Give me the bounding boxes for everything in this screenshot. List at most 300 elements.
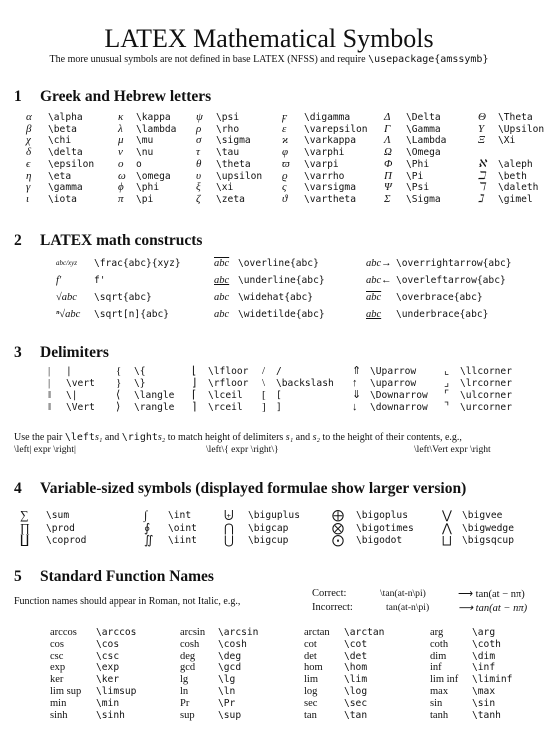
functions.rows-symbol: cosh xyxy=(180,638,200,650)
greek-symbol: μ xyxy=(118,134,124,147)
constructs-command: \overline{abc} xyxy=(238,258,319,269)
variable-command: \prod xyxy=(46,522,75,534)
functions.rows-command: \exp xyxy=(96,662,120,674)
greek-symbol: χ xyxy=(26,134,31,147)
greek-symbol: Π xyxy=(384,169,392,182)
greek-command: \Omega xyxy=(406,147,441,159)
section-heading-delimiters xyxy=(14,344,109,362)
functions.rows-symbol: sinh xyxy=(50,709,68,721)
section-title: Variable-sized symbols (displayed formulae show larger version) xyxy=(40,480,467,497)
variable-symbol: ⋃ xyxy=(224,533,234,547)
note-text: to the height of their contents, e.g., xyxy=(320,432,462,443)
greek-symbol: Ω xyxy=(384,146,392,159)
greek-symbol: ρ xyxy=(196,122,202,135)
greek-symbol: Δ xyxy=(384,111,391,123)
greek-symbol: ϖ xyxy=(282,157,290,170)
delimiters-command: \| xyxy=(66,390,78,401)
functions.rows-command: \coth xyxy=(472,638,501,650)
functions.rows-command: \ker xyxy=(96,674,120,686)
correct-code: \tan(at-n\pi) xyxy=(380,588,426,599)
greek-command: \theta xyxy=(216,158,251,170)
delimiters-symbol: ⌉ xyxy=(192,401,197,413)
variable-command: \bigoplus xyxy=(356,510,408,521)
delimiters-symbol: ⌈ xyxy=(192,389,197,401)
greek-symbol: ξ xyxy=(196,181,201,194)
greek-symbol: ϱ xyxy=(282,169,288,182)
greek-symbol: ϰ xyxy=(282,134,289,147)
functions.rows-command: \Pr xyxy=(218,697,236,709)
functions.rows-command: \hom xyxy=(344,662,368,674)
greek-command: \daleth xyxy=(498,182,539,194)
functions.rows-command: \inf xyxy=(472,662,496,674)
section-number: 3 xyxy=(14,344,22,361)
functions.rows-symbol: cot xyxy=(304,638,317,650)
delimiters-symbol: ‖ xyxy=(48,401,52,413)
section-title: Delimiters xyxy=(40,344,109,361)
functions.rows-command: \tan xyxy=(344,709,368,721)
functions.rows-symbol: tan xyxy=(304,709,317,721)
functions.rows-symbol: csc xyxy=(50,650,64,662)
variable-symbol: ∏ xyxy=(20,520,30,535)
delimiters-command: \lrcorner xyxy=(460,378,512,389)
greek-symbol: α xyxy=(26,111,32,123)
page-subtitle xyxy=(0,54,538,65)
constructs-symbol: abc/xyz xyxy=(56,259,77,267)
greek-command: \psi xyxy=(216,112,240,123)
greek-symbol: Φ xyxy=(384,157,393,170)
functions.rows-command: \arctan xyxy=(344,627,385,638)
greek-symbol: ℸ xyxy=(478,181,486,194)
functions.rows-symbol: max xyxy=(430,686,449,697)
variable-symbol: ∑ xyxy=(20,508,29,522)
variable-symbol: ∫ xyxy=(144,508,148,522)
delimiters-symbol: | xyxy=(48,377,51,389)
delimiters-command: \urcorner xyxy=(460,402,512,413)
functions.rows-command: \sup xyxy=(218,709,242,721)
constructs-table xyxy=(14,258,534,326)
variable-symbol: ∮ xyxy=(144,520,151,535)
variable-symbol: ⋁ xyxy=(442,508,452,522)
greek-command: \alpha xyxy=(48,112,83,123)
delimiters-command: \rangle xyxy=(134,402,175,413)
delimiters-symbol: ⇓ xyxy=(352,389,362,401)
delimiters-symbol: [ xyxy=(262,389,266,401)
delimiters-symbol: ] xyxy=(262,401,266,413)
greek-symbol: Θ xyxy=(478,111,486,123)
incorrect-code: tan(at-n\pi) xyxy=(386,602,430,613)
greek-symbol: ψ xyxy=(196,111,203,123)
variable-symbol: ⨆ xyxy=(442,533,452,547)
delimiters-symbol: ⌞ xyxy=(444,365,450,377)
greek-command: \varkappa xyxy=(304,135,356,147)
greek-command: \varphi xyxy=(304,147,345,159)
greek-command: \epsilon xyxy=(48,158,95,170)
delimiters-command: \rceil xyxy=(208,402,243,413)
functions.rows-command: \arccos xyxy=(96,627,137,638)
functions.rows-symbol: log xyxy=(304,686,318,697)
greek-command: \xi xyxy=(216,182,234,194)
delimiters-command: \uparrow xyxy=(370,378,417,389)
greek-symbol: ϵ xyxy=(26,157,31,170)
delimiters-command: \backslash xyxy=(276,378,334,389)
delimiters-command: \vert xyxy=(66,378,95,389)
delimiters-symbol: ⟨ xyxy=(116,389,121,401)
delimiters-command: ] xyxy=(276,402,282,413)
delimiters-command: \} xyxy=(134,378,146,389)
functions.rows-symbol: tanh xyxy=(430,709,449,721)
delimiters-symbol: ‖ xyxy=(48,389,52,401)
delimiter-example-1: \left| expr \right| xyxy=(14,444,76,455)
section-title: Standard Function Names xyxy=(40,568,214,585)
constructs-symbol: abc← xyxy=(366,275,392,286)
functions.rows-command: \sinh xyxy=(96,709,125,721)
greek-symbol: Υ xyxy=(478,122,485,135)
constructs-command: \frac{abc}{xyz} xyxy=(94,258,181,269)
delimiters-symbol: ⟩ xyxy=(116,401,121,413)
variable-symbol: ∐ xyxy=(20,533,30,547)
functions.rows-symbol: lg xyxy=(180,674,189,686)
variable-command: \coprod xyxy=(46,535,87,546)
variable-command: \bigsqcup xyxy=(462,535,514,546)
greek-symbol: ϕ xyxy=(118,181,124,194)
constructs-command: f' xyxy=(94,275,106,286)
functions.rows-command: \sin xyxy=(472,697,496,709)
correct-label: Correct: xyxy=(312,588,347,599)
greek-command: \tau xyxy=(216,147,240,159)
page-title: LATEX Mathematical Symbols xyxy=(104,24,434,53)
greek-command: \sigma xyxy=(216,135,251,147)
constructs-symbol: abc xyxy=(214,275,230,286)
greek-command: \beth xyxy=(498,170,527,182)
greek-symbol: Γ xyxy=(384,122,391,135)
delimiters-command: \Downarrow xyxy=(370,390,428,401)
greek-symbol: ℶ xyxy=(478,169,486,182)
constructs-symbol: abc→ xyxy=(366,258,392,269)
variable-symbol: ⋀ xyxy=(442,520,452,535)
delimiter-note xyxy=(14,432,534,443)
delimiters-symbol: \ xyxy=(262,377,266,389)
section-number: 1 xyxy=(14,88,22,105)
functions.rows-command: \deg xyxy=(218,650,242,662)
functions.rows-command: \lim xyxy=(344,674,368,686)
delimiters-symbol: { xyxy=(116,365,122,377)
functions.rows-symbol: sec xyxy=(304,697,318,709)
delimiters-symbol: ⌜ xyxy=(444,389,450,401)
greek-command: \mu xyxy=(136,135,154,147)
functions.rows-command: \limsup xyxy=(96,686,137,697)
greek-symbol: ℷ xyxy=(478,192,484,205)
variable-command: \int xyxy=(168,510,192,521)
correct-result: ⟶ tan(at − nπ) xyxy=(458,589,525,600)
functions.rows-command: \dim xyxy=(472,650,496,662)
delimiters-command: / xyxy=(276,366,282,377)
functions.rows-symbol: lim xyxy=(304,674,319,686)
greek-command: \varrho xyxy=(304,170,345,182)
functions.rows-command: \log xyxy=(344,686,368,697)
functions.rows-command: \arcsin xyxy=(218,627,259,638)
greek-symbol: ζ xyxy=(196,192,201,205)
functions.rows-command: \csc xyxy=(96,650,120,662)
greek-symbol: ς xyxy=(282,181,287,194)
functions.rows-symbol: hom xyxy=(304,662,323,674)
constructs-command: \overrightarrow{abc} xyxy=(396,258,512,269)
greek-command: \Theta xyxy=(498,112,533,123)
variable-symbol: ∬ xyxy=(144,533,154,547)
note-text: Use the pair xyxy=(14,432,65,443)
functions.rows-command: \sec xyxy=(344,697,368,709)
greek-symbol: Ξ xyxy=(478,134,486,147)
greek-symbol: Ψ xyxy=(384,181,392,194)
functions.rows-command: \cos xyxy=(96,638,120,650)
greek-command: \Xi xyxy=(498,135,516,147)
functions.rows-symbol: lim sup xyxy=(50,686,82,697)
greek-command: \eta xyxy=(48,170,72,182)
functions.rows-symbol: gcd xyxy=(180,662,196,674)
functions.rows-symbol: ker xyxy=(50,674,64,686)
constructs-command: \underbrace{abc} xyxy=(396,309,489,320)
functions.rows-command: \cosh xyxy=(218,638,247,650)
variable-command: \bigwedge xyxy=(462,522,514,534)
variable-symbol: ⨄ xyxy=(224,508,234,522)
section-number: 5 xyxy=(14,568,22,585)
greek-symbol: θ xyxy=(196,157,202,170)
functions.rows-symbol: exp xyxy=(50,662,66,674)
delimiters-command: [ xyxy=(276,390,282,401)
variable-command: \bigcap xyxy=(248,522,289,534)
greek-command: o xyxy=(136,158,142,170)
variable-command: \bigodot xyxy=(356,535,403,546)
delimiters-symbol: ↑ xyxy=(352,377,358,389)
greek-command: \pi xyxy=(136,193,154,205)
functions.rows-command: \tanh xyxy=(472,709,501,721)
functions.rows-symbol: coth xyxy=(430,638,449,650)
constructs-command: \overleftarrow{abc} xyxy=(396,275,506,286)
variable-command: \iint xyxy=(168,535,197,546)
constructs-symbol: $\overline{abc}$ xyxy=(366,292,382,303)
delimiters-symbol: ⌋ xyxy=(192,377,197,389)
functions.rows-command: \max xyxy=(472,686,496,697)
note-s2: s₂ xyxy=(312,432,320,443)
functions.rows-symbol: inf xyxy=(430,662,442,674)
functions.rows-command: \cot xyxy=(344,638,368,650)
delimiters-symbol: | xyxy=(48,365,51,377)
greek-command: \omega xyxy=(136,170,171,182)
section-number: 2 xyxy=(14,232,22,249)
greek-symbol: β xyxy=(26,122,32,135)
functions.rows-symbol: lim inf xyxy=(430,674,459,686)
greek-symbol: ε xyxy=(282,122,287,135)
constructs-symbol: abc xyxy=(366,309,382,320)
greek-command: \Delta xyxy=(406,112,441,123)
constructs-command: \widetilde{abc} xyxy=(238,309,325,320)
greek-symbol: φ xyxy=(282,146,289,159)
delimiters-table xyxy=(14,366,534,416)
section-title: LATEX math constructs xyxy=(40,232,203,249)
note-text: and xyxy=(293,432,313,443)
greek-command: \beta xyxy=(48,123,77,135)
greek-command: \Gamma xyxy=(406,123,441,135)
delimiter-example-3: \left\Vert expr \right xyxy=(414,444,491,455)
delimiters-symbol: ↓ xyxy=(352,401,358,413)
functions.rows-command: \arg xyxy=(472,627,496,638)
greek-symbol: κ xyxy=(118,111,124,123)
greek-command: \Lambda xyxy=(406,135,447,147)
functions.rows-symbol: cos xyxy=(50,638,64,650)
variable-symbol: ⋂ xyxy=(224,520,234,535)
greek-symbol: ϝ xyxy=(282,111,288,123)
delimiters-symbol: ⌝ xyxy=(444,401,450,413)
incorrect-label: Incorrect: xyxy=(312,602,353,613)
note-text: to match height of delimiters xyxy=(165,432,286,443)
greek-symbol: λ xyxy=(118,122,123,135)
functions.rows-symbol: min xyxy=(50,697,67,709)
greek-command: \gamma xyxy=(48,182,83,194)
greek-command: \Psi xyxy=(406,182,430,194)
variable-command: \bigcup xyxy=(248,535,289,546)
section-title: Greek and Hebrew letters xyxy=(40,88,212,105)
delimiters-command: \lfloor xyxy=(208,366,249,377)
greek-symbol: ω xyxy=(118,169,126,182)
delimiters-symbol: } xyxy=(116,377,122,389)
delimiters-command: \rfloor xyxy=(208,378,249,389)
greek-command: \delta xyxy=(48,147,83,159)
delimiters-command: | xyxy=(66,366,72,377)
constructs-symbol: abc xyxy=(214,309,230,320)
note-s1: s₁ xyxy=(94,432,103,443)
constructs-symbol: f′ xyxy=(56,275,62,286)
greek-command: \digamma xyxy=(304,112,351,123)
variable-command: \sum xyxy=(46,510,70,521)
delimiters-command: \langle xyxy=(134,390,175,401)
constructs-symbol: abc xyxy=(214,292,230,303)
greek-command: \kappa xyxy=(136,112,171,123)
greek-symbol: ϑ xyxy=(282,192,288,205)
greek-command: \Phi xyxy=(406,158,430,170)
incorrect-result: ⟶ tan(at − nπ) xyxy=(458,603,528,614)
constructs-symbol: $\overline{abc}$ xyxy=(214,258,230,269)
variable-command: \oint xyxy=(168,522,197,534)
section-heading-constructs xyxy=(14,232,202,250)
delimiters-symbol: ⌊ xyxy=(192,365,197,377)
variable-symbol: ⨁ xyxy=(332,508,344,522)
functions.rows-symbol: arccos xyxy=(50,627,77,638)
variable-table xyxy=(14,510,534,550)
greek-symbol: ℵ xyxy=(478,157,487,170)
functions.rows-symbol: deg xyxy=(180,650,196,662)
greek-symbol: o xyxy=(118,157,124,170)
subtitle-command: \usepackage{amssymb} xyxy=(368,54,489,65)
greek-symbol: τ xyxy=(196,146,200,159)
constructs-command: \widehat{abc} xyxy=(238,292,314,303)
greek-symbol: Σ xyxy=(384,192,391,205)
constructs-command: \overbrace{abc} xyxy=(396,292,483,303)
variable-symbol: ⨀ xyxy=(332,533,344,547)
note-s2: s₂ xyxy=(157,432,166,443)
variable-command: \bigvee xyxy=(462,510,503,521)
delimiters-symbol: ⌟ xyxy=(444,377,450,389)
greek-command: \varepsilon xyxy=(304,123,368,135)
greek-table xyxy=(14,111,544,208)
variable-command: \bigotimes xyxy=(356,522,414,534)
functions.rows-symbol: det xyxy=(304,650,317,662)
functions.rows-symbol: sup xyxy=(180,709,195,721)
delimiters-command: \ulcorner xyxy=(460,390,512,401)
delimiters-command: \Uparrow xyxy=(370,366,417,377)
greek-command: \aleph xyxy=(498,158,533,170)
functions.rows-symbol: dim xyxy=(430,650,447,662)
greek-symbol: π xyxy=(118,192,124,205)
function-note: Function names should appear in Roman, not Italic, e.g., xyxy=(14,596,241,607)
greek-symbol: σ xyxy=(196,134,202,147)
functions.rows-symbol: Pr xyxy=(180,697,190,709)
functions.rows-symbol: sin xyxy=(430,697,443,709)
greek-command: \varsigma xyxy=(304,182,356,194)
delimiters-command: \llcorner xyxy=(460,366,512,377)
greek-command: \Sigma xyxy=(406,193,441,205)
delimiters-command: \downarrow xyxy=(370,402,428,413)
variable-symbol: ⨂ xyxy=(332,520,344,535)
greek-command: \Pi xyxy=(406,170,424,182)
note-text: and xyxy=(102,432,122,443)
greek-command: \gimel xyxy=(498,193,533,205)
functions.rows-command: \min xyxy=(96,697,120,709)
greek-symbol: γ xyxy=(26,181,31,194)
functions.rows-symbol: arcsin xyxy=(180,627,206,638)
section-heading-greek xyxy=(14,88,211,106)
delimiters-command: \{ xyxy=(134,366,146,377)
functions.rows-command: \gcd xyxy=(218,662,242,674)
delimiters-symbol: ⇑ xyxy=(352,365,362,377)
greek-symbol: Λ xyxy=(384,134,391,147)
functions.rows-command: \liminf xyxy=(472,674,513,686)
constructs-symbol: ⁿ√abc xyxy=(56,309,81,320)
variable-command: \biguplus xyxy=(248,510,300,521)
constructs-symbol: √abc xyxy=(56,292,77,303)
greek-command: \varpi xyxy=(304,158,339,170)
greek-command: \Upsilon xyxy=(498,123,544,135)
delimiter-example-2: \left\{ expr \right\} xyxy=(206,444,279,455)
greek-command: \rho xyxy=(216,123,240,135)
greek-command: \zeta xyxy=(216,193,245,205)
constructs-command: \underline{abc} xyxy=(238,275,325,286)
greek-command: \phi xyxy=(136,182,160,194)
note-s1: s₁ xyxy=(285,432,294,443)
greek-symbol: υ xyxy=(196,169,202,182)
section-heading-functions xyxy=(14,568,214,586)
greek-symbol: ν xyxy=(118,146,123,159)
functions.rows-symbol: ln xyxy=(180,686,189,697)
constructs-command: \sqrt{abc} xyxy=(94,292,152,303)
greek-command: \nu xyxy=(136,147,154,159)
functions.rows-symbol: arg xyxy=(430,627,444,638)
delimiters-command: \Vert xyxy=(66,402,95,413)
functions.rows-symbol: arctan xyxy=(304,627,330,638)
greek-symbol: ι xyxy=(26,192,30,205)
functions.rows-command: \lg xyxy=(218,674,236,686)
functions-table xyxy=(14,627,534,727)
greek-symbol: η xyxy=(26,169,32,182)
section-heading-variable xyxy=(14,480,466,498)
greek-command: \lambda xyxy=(136,123,177,135)
delimiters-command: \lceil xyxy=(208,390,243,401)
greek-symbol: δ xyxy=(26,146,32,159)
subtitle-text: The more unusual symbols are not defined in base LATEX (NFSS) and require xyxy=(49,54,369,65)
constructs-command: \sqrt[n]{abc} xyxy=(94,309,170,320)
note-cmd-left: \left xyxy=(64,432,95,443)
functions.rows-command: \det xyxy=(344,650,368,662)
greek-command: \vartheta xyxy=(304,193,356,205)
greek-command: \upsilon xyxy=(216,170,263,182)
